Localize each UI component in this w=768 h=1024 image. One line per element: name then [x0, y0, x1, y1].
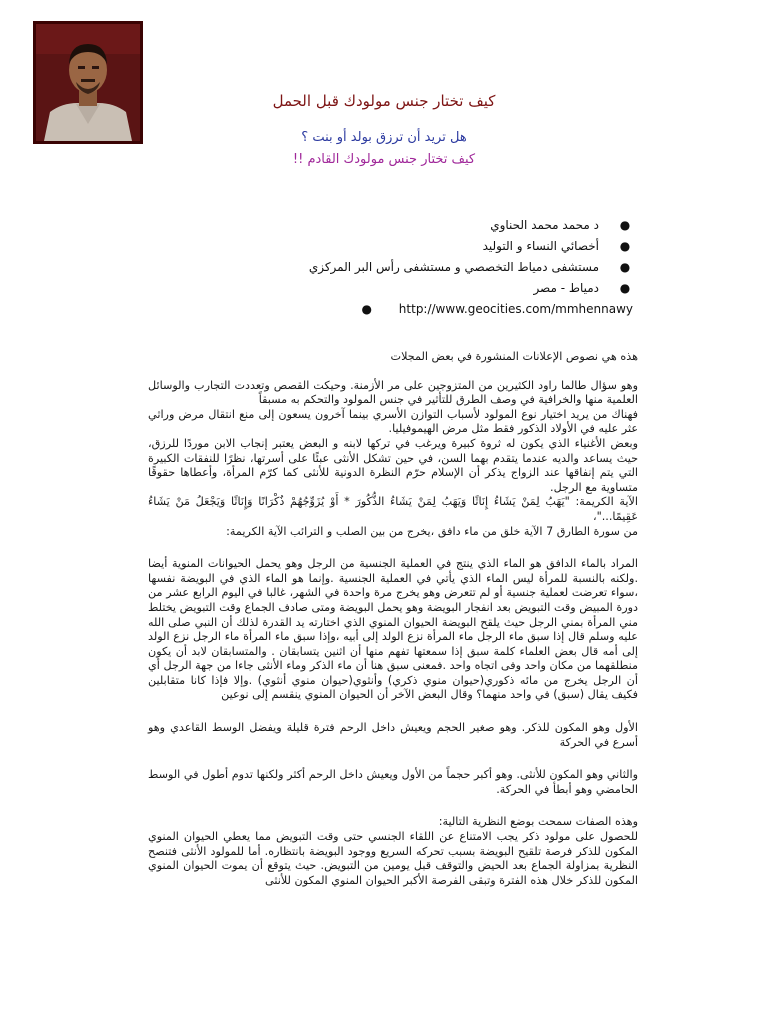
article-paragraph: وهو سؤال طالما راود الكثيرين من المتزوجين على مر الأزمنة. وحيكت القصص وتعددت التجارب والوسائل العلمية منها والخرافية في وصف الطرق للتأثير في جنس المولود والتحكم به مسبقاً: [148, 378, 638, 407]
author-specialty: أخصائي النساء و التوليد: [482, 238, 599, 253]
author-website-link[interactable]: http://www.geocities.com/mmhennawy: [398, 301, 633, 316]
list-item: [113, 298, 633, 319]
author-location: دمياط - مصر: [533, 280, 599, 295]
list-item: [113, 277, 633, 298]
bullet-icon: ●: [619, 280, 631, 295]
author-name: د محمد محمد الحناوي: [490, 217, 599, 232]
article-paragraph: الأول وهو المكون للذكر. وهو صغير الحجم ويعيش داخل الرحم فترة قليلة ويفضل الوسط القاعدي وهو أسرع في الحركة: [148, 721, 638, 749]
author-list: [113, 214, 633, 319]
article-paragraph: فهناك من يريد اختيار نوع المولود لأسباب التوازن الأسري بينما آخرون يسعون إلى منع انتقال مرض وراثي عثر عليه في الأولاد الذكور فقط مثل مرض الهيموفيليا.: [148, 407, 638, 436]
article-intro: هذه هي نصوص الإعلانات المنشورة في بعض المجلات: [390, 350, 638, 363]
article-paragraph: وهذه الصفات سمحت بوضع النظرية التالية:: [438, 815, 638, 829]
subtitle-question: هل تريد أن ترزق بولد أو بنت ؟: [301, 130, 467, 145]
page-title: كيف تختار جنس مولودك قبل الحمل: [272, 92, 496, 110]
list-item: [113, 214, 633, 235]
article-paragraph: وبعض الأغنياء الذي يكون له ثروة كبيرة ويرغب في تركها لابنه و البعض يعتبر إنجاب الابن موردًا للرزق، حيث يساعد والديه عندما يتقدم بهما السن، في حين تشكل الأنثى عبئًا على أسرتها، نظرًا للنفقات الكبيرة التي يتم إنفاقها عند الزواج يذكر أن الإسلام حرّم النظرة الدونية للأنثى كما كرّم المرأة، وأعطاها حقوقًا متساوية مع الرجل.: [148, 436, 638, 494]
list-item: [113, 235, 633, 256]
portrait-icon: [36, 24, 140, 141]
author-hospital: مستشفى دمياط التخصصي و مستشفى رأس البر المركزي: [308, 259, 599, 274]
article-paragraph: المراد بالماء الدافق هو الماء الذي ينتج في العملية الجنسية من الرجل وهو يحمل الحيوانات المنوية أيضا .ولكنه بالنسبة للمرأة ليس الماء الذي يأتي في العملية الجنسية .وإنما هو الماء الذي في البويضة نفسها ،سواء تعرضت لعملية جنسية أو لم تتعرض وهو يخرج مرة واحدة في الشهر، غالبا في اليوم الرابع عشر من دورة المبيض وقت التبويض بعد انفجار البويضة وهو يحمل البويضة ومتى صادف الجماع وقت التبويض يختلط مني المرأة بمني الرجل حيث يلقح البويضة الحيوان المنوي الذي اختارته يد القدرة لذلك أن النبي صلى الله عليه وسلم قال إذا سبق ماء الرجل ماء المرأة نزع الولد إلى أبيه ،وإذا سبق ماء المرأة ماء الرجل نزع الولد إلى أمه قال بعض العلماء كلمة سبق إذا سمعتها تفهم منها أن اثنين يتسابقان . والمتسابقان لابد أن يكون منطلقهما من مكان واحد وفى اتجاه واحد .فمعنى سبق هنا أن ماء الذكر وماء الأنثى جاءا من جهة الرجل أي أن الرجل يخرج من مائه ذكوري(حيوان منوي ذكري) وأنثوي(حيوان منوي أنثوي) .وإلا فإذا كانا متقابلين فكيف يقال (سبق) في واحد منهما؟ وقال البعض الآخر أن الحيوان المنوي ينقسم إلى نوعين: [148, 557, 638, 702]
article-verse-ref: من سورة الطارق 7 الآية خلق من ماء دافق ،يخرج من بين الصلب و الترائب الآية الكريمة:: [226, 524, 638, 538]
bullet-icon: ●: [361, 301, 373, 316]
list-item: [113, 256, 633, 277]
article-verse: الآية الكريمة: "يَهَبُ لِمَنْ يَشَاءُ إِنَاثًا وَيَهَبُ لِمَنْ يَشَاءُ الذُّكُورَ * أَوْ يُزَوِّجُهُمْ ذُكْرَانًا وَإِنَاثًا وَيَجْعَلُ مَنْ يَشَاءُ عَقِيمًا..."،: [148, 495, 638, 523]
subtitle-choose: كيف تختار جنس مولودك القادم !!: [292, 152, 476, 167]
bullet-icon: ●: [619, 217, 631, 232]
author-photo: [33, 21, 143, 144]
bullet-icon: ●: [619, 238, 631, 253]
article-body: [148, 350, 638, 888]
article-paragraph: للحصول على مولود ذكر يجب الامتناع عن اللقاء الجنسي حتى وقت التبويض مما يعطي الحيوان المنوي المكون للذكر فرصة تلقيح البويضة بسبب تحركه السريع ووجود البويضة بانتظاره. أما للمولود الأنثى فتنصح النظرية بمزاولة الجماع بعد الحيض والتوقف قبل يومين من التبويض. حيث يتوقع أن يموت الحيوان المنوي المكون للذكر خلال هذه الفترة وتبقى الفرصة الأكبر الحيوان المنوي المكون للأنثى: [148, 830, 638, 887]
bullet-icon: ●: [619, 259, 631, 274]
article-paragraph: والثاني وهو المكون للأنثى. وهو أكبر حجماً من الأول ويعيش داخل الرحم أكثر ولكنها تدوم أطول في الوسط الحامضي وهو أبطأ في الحركة.: [148, 768, 638, 796]
